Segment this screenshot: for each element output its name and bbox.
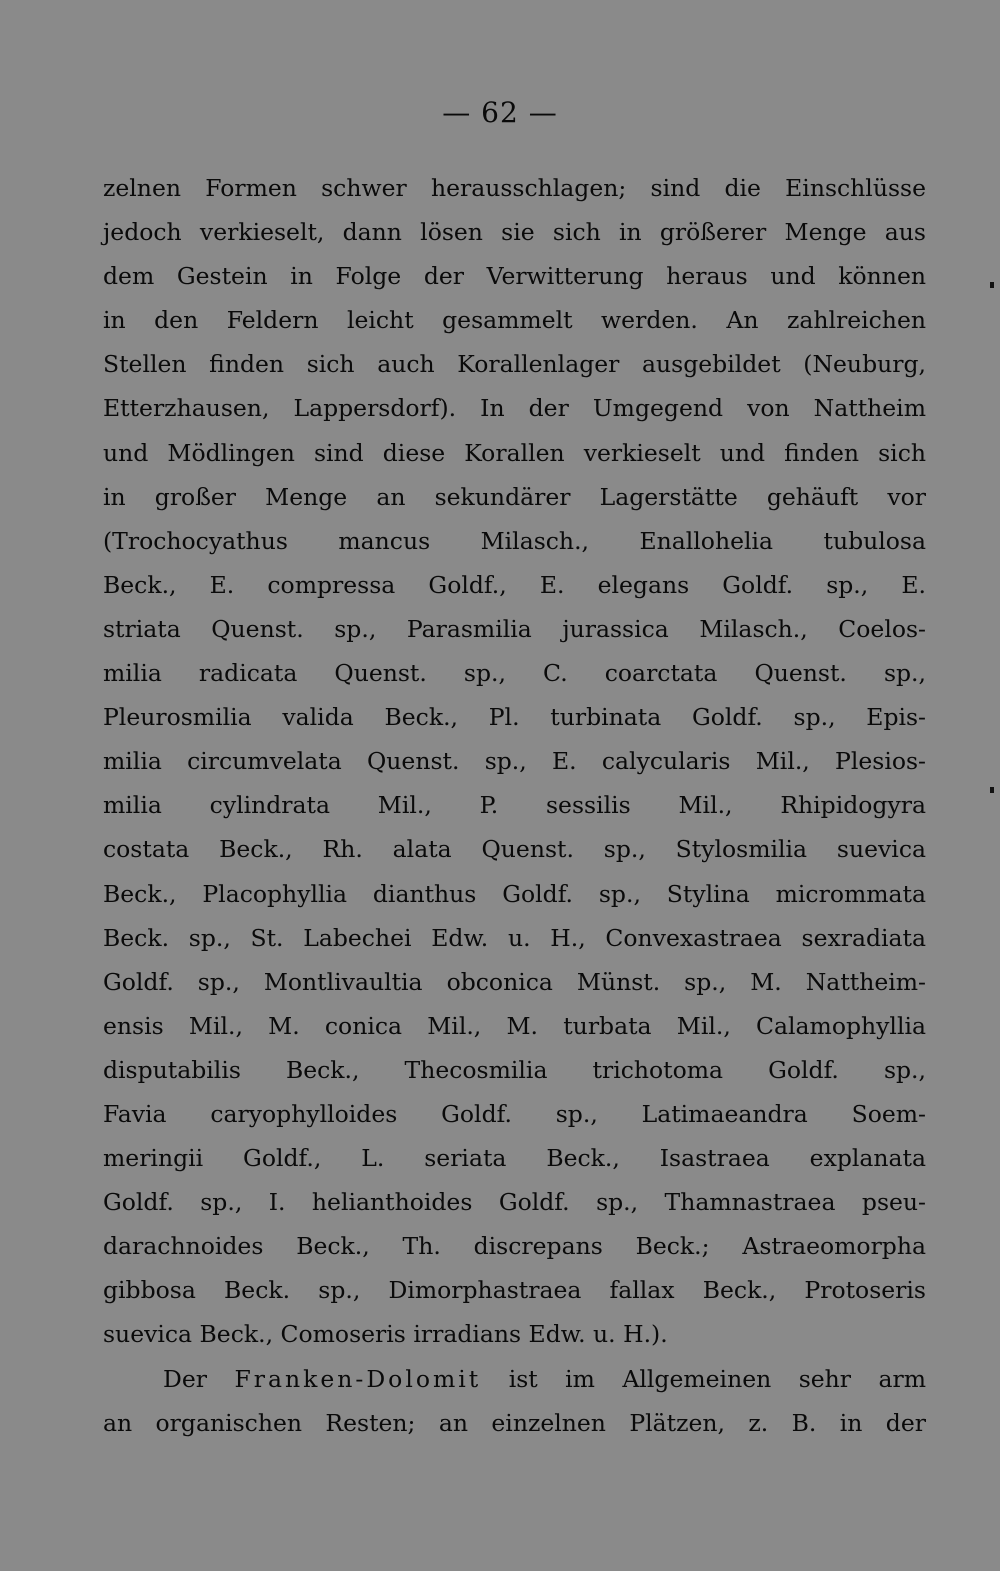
spaced-term: Franken-Dolomit: [234, 1364, 482, 1393]
text-line: disputabilis Beck., Thecosmilia trichotoma Goldf. sp.,: [103, 1055, 926, 1084]
text-line: jedoch verkieselt, dann lösen sie sich in größerer Menge aus: [103, 218, 926, 247]
text-line: in großer Menge an sekundärer Lagerstätte gehäuft vor: [103, 482, 926, 511]
text-line: Beck., Placophyllia dianthus Goldf. sp., Stylina micrommata: [103, 879, 926, 908]
text-line: Goldf. sp., Montlivaultia obconica Münst. sp., M. Nattheim-: [103, 967, 926, 996]
margin-mark: [990, 787, 994, 793]
paragraph-start-line: [103, 1357, 926, 1401]
text-line: meringii Goldf., L. seriata Beck., Isastraea explanata: [103, 1144, 926, 1173]
text-line: zelnen Formen schwer herausschlagen; sind die Einschlüsse: [103, 174, 926, 202]
text-line: ensis Mil., M. conica Mil., M. turbata Mil., Calamophyllia: [103, 1011, 926, 1040]
text-line: Beck., E. compressa Goldf., E. elegans Goldf. sp., E.: [103, 570, 926, 599]
paragraph-line-rest: ist im Allgemeinen sehr arm: [481, 1364, 927, 1393]
text-line: milia circumvelata Quenst. sp., E. calycularis Mil., Plesios-: [103, 747, 926, 776]
paragraph-lead: Der: [163, 1364, 235, 1393]
body-text: [103, 166, 926, 1445]
text-line: Pleurosmilia valida Beck., Pl. turbinata Goldf. sp., Epis-: [103, 703, 926, 732]
text-line: in den Feldern leicht gesammelt werden. An zahlreichen: [103, 306, 926, 335]
text-line: Beck. sp., St. Labechei Edw. u. H., Convexastraea sexradiata: [103, 923, 926, 952]
text-line: suevica Beck., Comoseris irradians Edw. u. H.).: [103, 1320, 668, 1349]
text-line: gibbosa Beck. sp., Dimorphastraea fallax Beck., Protoseris: [103, 1276, 926, 1305]
text-line: milia radicata Quenst. sp., C. coarctata Quenst. sp.,: [103, 659, 926, 688]
text-line: Goldf. sp., I. helianthoides Goldf. sp., Thamnastraea pseu-: [103, 1188, 926, 1217]
text-line: dem Gestein in Folge der Verwitterung heraus und können: [103, 262, 926, 291]
text-line: Favia caryophylloides Goldf. sp., Latimaeandra Soem-: [103, 1099, 926, 1128]
text-line: an organischen Resten; an einzelnen Plätzen, z. B. in der: [103, 1408, 926, 1437]
text-line: Etterzhausen, Lappersdorf). In der Umgegend von Nattheim: [103, 394, 926, 423]
text-line: milia cylindrata Mil., P. sessilis Mil., Rhipidogyra: [103, 791, 926, 820]
text-line: striata Quenst. sp., Parasmilia jurassica Milasch., Coelos-: [103, 614, 926, 643]
text-line: Stellen finden sich auch Korallenlager ausgebildet (Neuburg,: [103, 350, 926, 379]
text-line: darachnoides Beck., Th. discrepans Beck.; Astraeomorpha: [103, 1232, 926, 1261]
text-line: costata Beck., Rh. alata Quenst. sp., Stylosmilia suevica: [103, 835, 926, 864]
margin-mark: [990, 282, 994, 288]
text-line: und Mödlingen sind diese Korallen verkieselt und finden sich: [103, 438, 926, 467]
text-line: (Trochocyathus mancus Milasch., Enallohelia tubulosa: [103, 526, 926, 555]
page-number: — 62 —: [442, 96, 558, 129]
